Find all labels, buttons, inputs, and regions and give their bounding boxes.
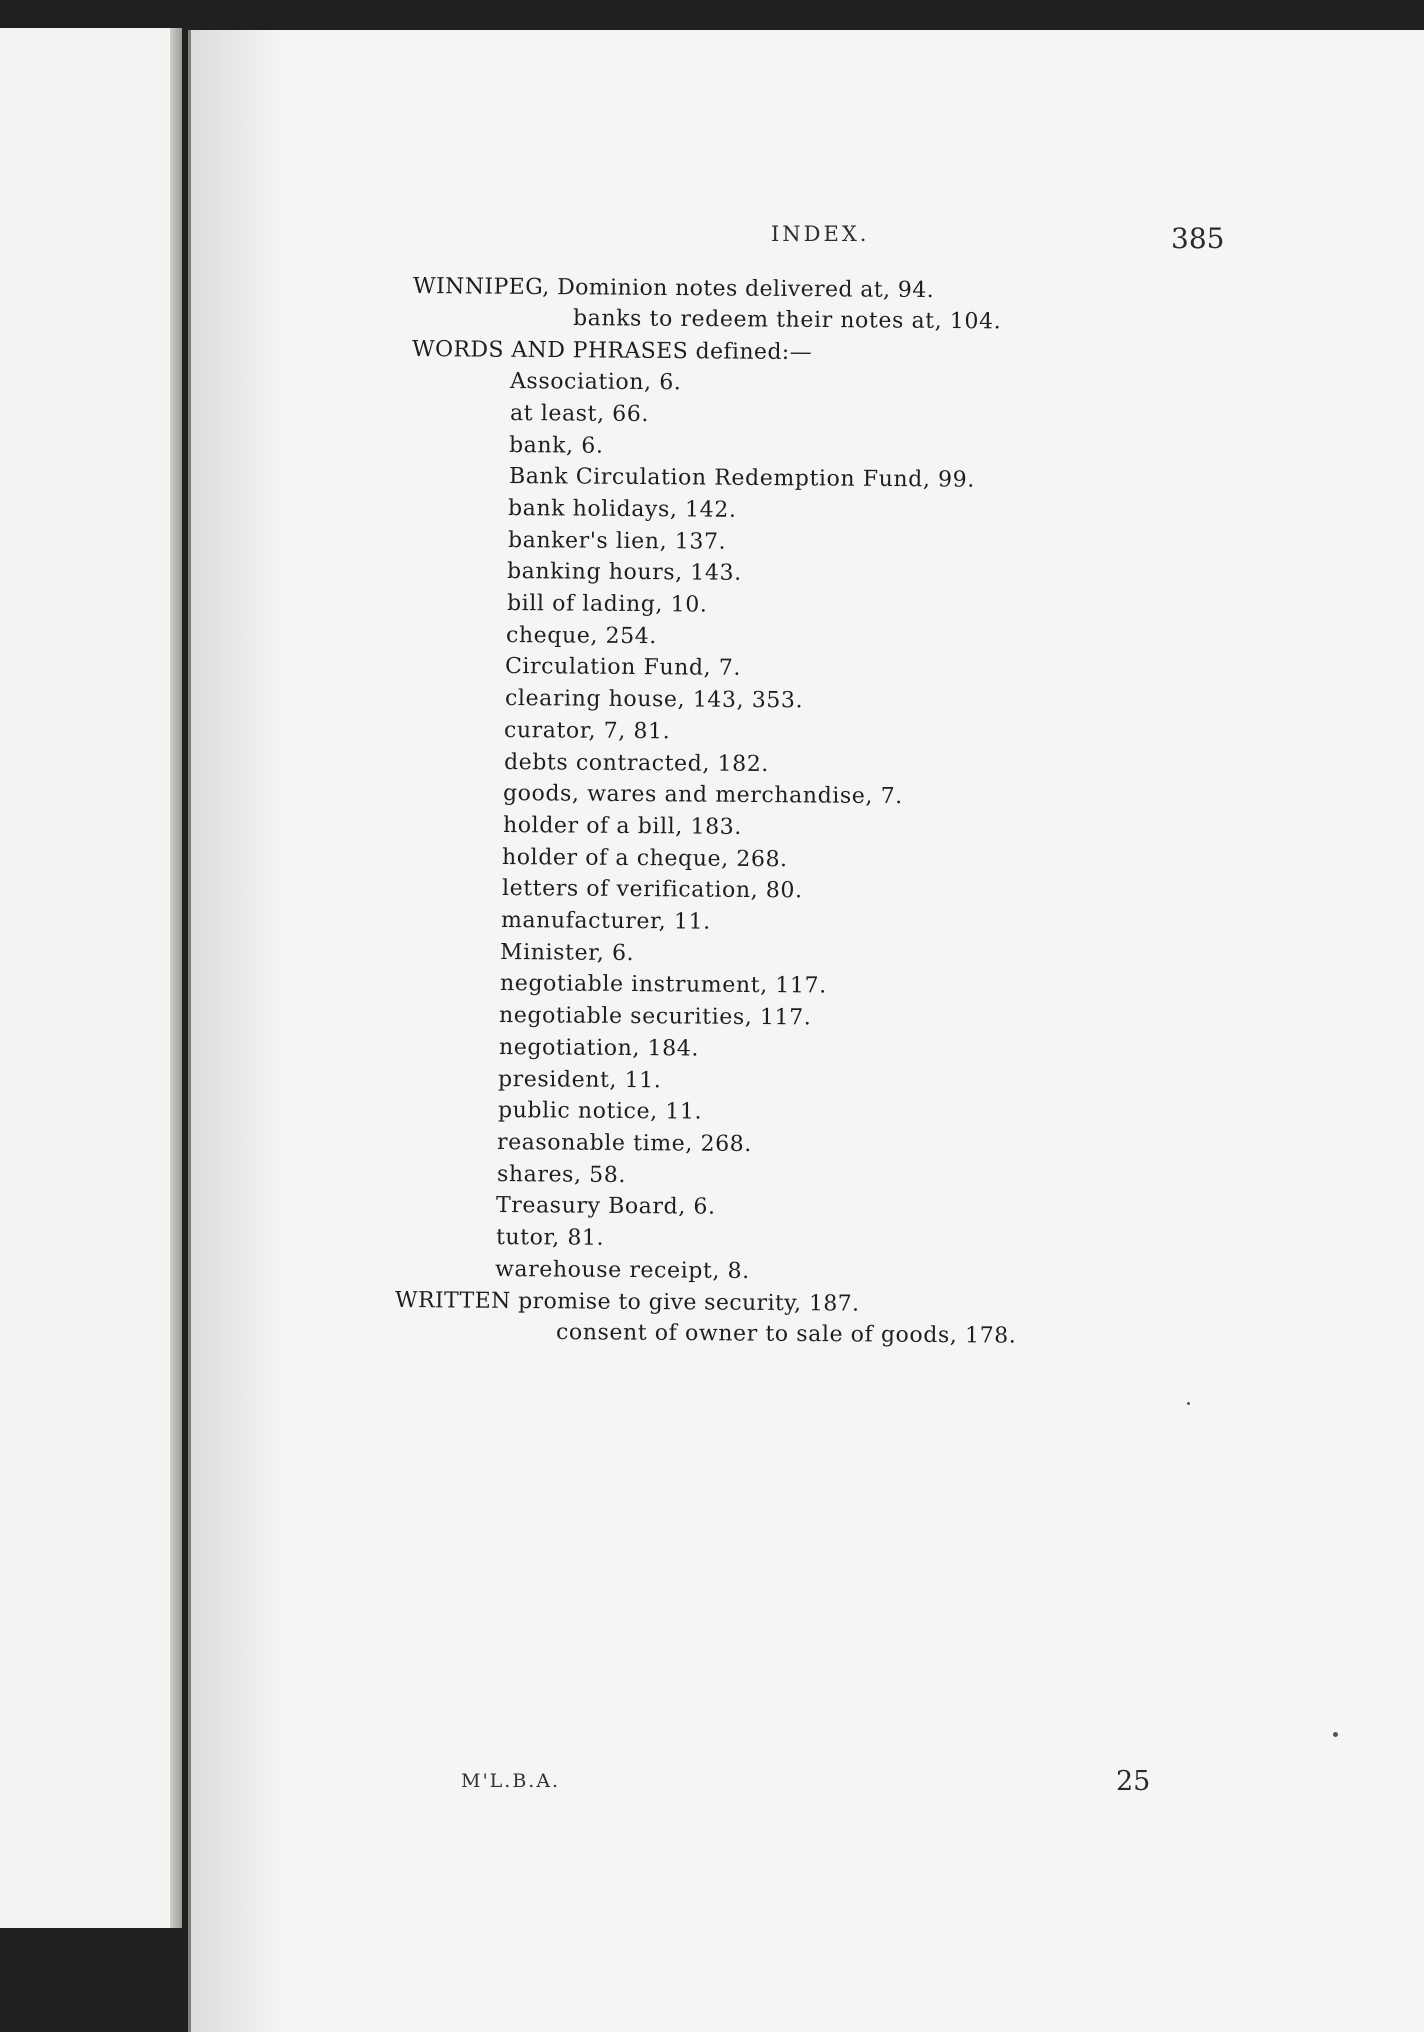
index-subentry: cheque, 254. xyxy=(505,622,657,649)
index-heading: WRITTEN promise to give security, 187. xyxy=(395,1288,860,1318)
page-number: 385 xyxy=(1171,222,1225,255)
index-subentry: Association, 6. xyxy=(510,369,682,396)
index-subentry: president, 11. xyxy=(498,1066,662,1093)
book-page xyxy=(188,30,1424,2032)
signature-number: 25 xyxy=(1116,1766,1151,1797)
index-subentry: Circulation Fund, 7. xyxy=(505,654,742,682)
facing-page-edge xyxy=(0,28,178,1928)
index-subentry: negotiable instrument, 117. xyxy=(499,971,827,999)
index-subentry: goods, wares and merchandise, 7. xyxy=(503,781,904,810)
index-heading: WORDS AND PHRASES defined:— xyxy=(411,337,813,366)
index-subentry: letters of verification, 80. xyxy=(501,876,803,904)
paper-speck xyxy=(1187,1402,1190,1405)
page-gutter xyxy=(170,28,182,1928)
index-subentry: bill of lading, 10. xyxy=(506,591,708,618)
index-subentry: holder of a bill, 183. xyxy=(502,812,742,840)
index-subentry: shares, 58. xyxy=(496,1161,626,1188)
running-head: INDEX. xyxy=(771,222,870,246)
index-subentry: Treasury Board, 6. xyxy=(495,1193,716,1221)
index-heading: WINNIPEG, Dominion notes delivered at, 94. xyxy=(412,274,935,304)
index-subentry: banking hours, 143. xyxy=(506,559,742,587)
signature-mark: M'L.B.A. xyxy=(461,1770,561,1792)
index-subentry: bank holidays, 142. xyxy=(508,495,737,523)
index-subentry: banker's lien, 137. xyxy=(507,527,726,555)
index-subentry: consent of owner to sale of goods, 178. xyxy=(555,1320,1017,1349)
index-subentry: negotiable securities, 117. xyxy=(499,1003,812,1031)
index-subentry: debts contracted, 182. xyxy=(503,749,769,777)
paper-speck xyxy=(1333,1732,1338,1737)
index-subentry: negotiation, 184. xyxy=(498,1034,699,1062)
index-subentry: public notice, 11. xyxy=(497,1098,702,1125)
index-subentry: curator, 7, 81. xyxy=(504,717,671,745)
index-subentry: Minister, 6. xyxy=(500,939,635,966)
index-subentry: holder of a cheque, 268. xyxy=(501,844,788,872)
index-subentry: warehouse receipt, 8. xyxy=(494,1256,750,1284)
index-subentry: banks to redeem their notes at, 104. xyxy=(573,305,1002,335)
index-subentry: Bank Circulation Redemption Fund, 99. xyxy=(508,464,975,493)
index-subentry: tutor, 81. xyxy=(495,1225,604,1251)
index-entries xyxy=(191,30,1424,2032)
index-subentry: reasonable time, 268. xyxy=(497,1129,753,1157)
index-subentry: at least, 66. xyxy=(509,400,649,427)
index-subentry: clearing house, 143, 353. xyxy=(504,686,804,714)
index-subentry: manufacturer, 11. xyxy=(500,908,711,935)
index-subentry: bank, 6. xyxy=(509,432,604,459)
